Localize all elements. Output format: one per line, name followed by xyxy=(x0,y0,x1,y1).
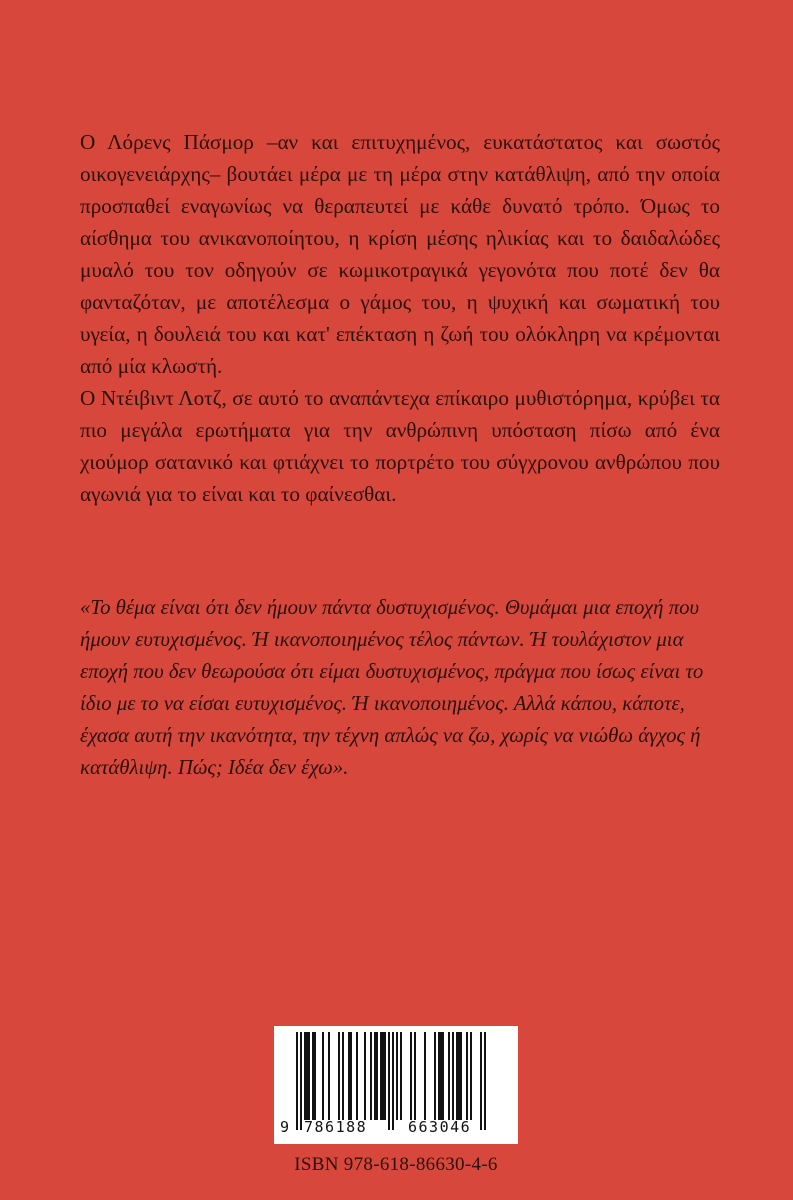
barcode-bar xyxy=(296,1032,298,1130)
barcode-bar xyxy=(438,1032,440,1120)
barcode-bar xyxy=(392,1032,394,1130)
barcode-first-digit: 9 xyxy=(280,1118,290,1136)
barcode xyxy=(274,1026,518,1144)
barcode-bar xyxy=(308,1032,310,1120)
barcode-bar xyxy=(466,1032,468,1120)
barcode-bar xyxy=(350,1032,352,1120)
barcode-bar xyxy=(304,1032,306,1120)
barcode-digits xyxy=(274,1118,518,1140)
barcode-bar xyxy=(388,1032,390,1130)
barcode-bar xyxy=(384,1032,386,1120)
barcode-bar xyxy=(396,1032,398,1120)
barcode-bar xyxy=(376,1032,378,1120)
barcode-bar xyxy=(338,1032,340,1120)
blurb-paragraph-2: Ο Ντέιβιντ Λοτζ, σε αυτό το αναπάντεχα επίκαιρο μυθιστόρημα, κρύβει τα πιο μεγάλα ερωτήματα για την ανθρώπινη υπόσταση πίσω από ένα χιούμορ σατανικό και φτιάχνει το πορτρέτο του σύγχρονου ανθρώπου που αγωνιά για το είναι και το φαίνεσθαι. xyxy=(80,386,720,506)
barcode-bar xyxy=(440,1032,442,1120)
book-blurb xyxy=(80,126,720,510)
barcode-bar xyxy=(458,1032,460,1120)
barcode-bar xyxy=(380,1032,382,1120)
barcode-bar xyxy=(484,1032,486,1130)
barcode-bar xyxy=(364,1032,366,1120)
barcode-bar xyxy=(312,1032,314,1120)
barcode-bar xyxy=(448,1032,450,1120)
barcode-bar xyxy=(470,1032,472,1120)
barcode-bar xyxy=(414,1032,416,1120)
quote-text: «Το θέμα είναι ότι δεν ήμουν πάντα δυστυχισμένος. Θυμάμαι μια εποχή που ήμουν ευτυχισμένος. Ή ικανοποιημένος τέλος πάντων. Ή τουλάχιστον μια εποχή που δεν θεωρούσα ότι είμαι δυστυχισμένος, πράγμα που ίσως είναι το ίδιο με το να είσαι ευτυχισμένος. Ή ικανοποιημένος. Αλλά κάπου, κάποτε, έχασα αυτή την ικανότητα, την τέχνη απλώς να ζω, χωρίς να νιώθω άγχος ή κατάθλιψη. Πώς; Ιδέα δεν έχω». xyxy=(80,596,704,779)
barcode-bar xyxy=(456,1032,458,1120)
barcode-bar xyxy=(306,1032,308,1120)
blurb-paragraph-1: Ο Λόρενς Πάσμορ –αν και επιτυχημένος, ευκατάστατος και σωστός οικογενειάρχης– βουτάει μέρα με τη μέρα στην κατάθλιψη, από την οποία προσπαθεί εναγωνίως να θεραπευτεί με κάθε δυνατό τρόπο. Όμως το αίσθημα του ανικανοποίητου, η κρίση μέσης ηλικίας και το δαιδαλώδες μυαλό του τον οδηγούν σε κωμικοτραγικά γεγονότα που ποτέ δεν θα φανταζόταν, με αποτέλεσμα ο γάμος του, η ψυχική και σωματική του υγεία, η δουλειά του και κατ' επέκταση η ζωή του ολόκληρη να κρέμονται από μία κλωστή. xyxy=(80,130,720,378)
barcode-bar xyxy=(410,1032,412,1120)
barcode-bar xyxy=(460,1032,462,1120)
barcode-bar xyxy=(480,1032,482,1130)
barcode-bar xyxy=(348,1032,350,1120)
barcode-right-group: 663046 xyxy=(408,1118,472,1136)
barcode-bar xyxy=(370,1032,372,1120)
barcode-bar xyxy=(382,1032,384,1120)
barcode-bar xyxy=(434,1032,436,1120)
barcode-bar xyxy=(342,1032,344,1120)
barcode-bar xyxy=(442,1032,444,1120)
barcode-bar xyxy=(300,1032,302,1130)
book-quote xyxy=(80,592,720,784)
barcode-bar xyxy=(452,1032,454,1120)
isbn-label: ISBN 978-618-86630-4-6 xyxy=(294,1154,498,1175)
barcode-bar xyxy=(314,1032,316,1120)
barcode-bar xyxy=(374,1032,376,1120)
barcode-left-group: 786188 xyxy=(304,1118,368,1136)
barcode-bar xyxy=(424,1032,426,1120)
barcode-bar xyxy=(400,1032,402,1120)
barcode-bar xyxy=(322,1032,324,1120)
barcode-bar xyxy=(356,1032,358,1120)
barcode-bar xyxy=(328,1032,330,1120)
